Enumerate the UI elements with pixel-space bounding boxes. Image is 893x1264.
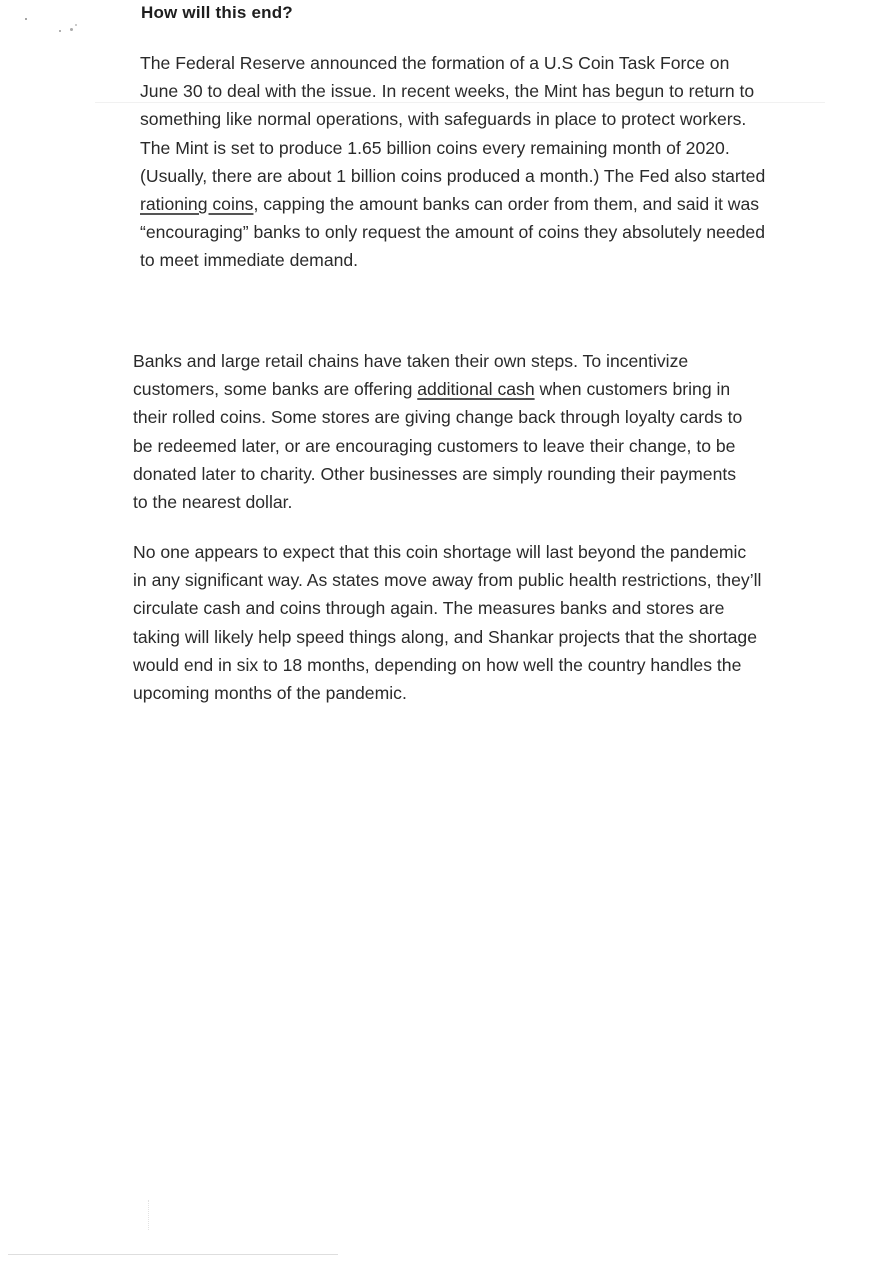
additional-cash-link[interactable]: additional cash xyxy=(417,379,535,400)
paragraph-task-force xyxy=(140,49,770,275)
paragraph-text: , capping the amount banks can order from them, and said it was “encouraging” banks to only request the amount of coins they absolutely needed to meet immediate demand. xyxy=(140,194,765,271)
paragraph-text: when customers bring in their rolled coins. Some stores are giving change back through loyalty cards to be redeemed later, or are encouraging customers to leave their change, to be donated later to charity. Other businesses are simply rounding their payments to the nearest dollar. xyxy=(133,379,743,513)
scan-artifact-mark xyxy=(148,1200,151,1230)
paragraph-text: The Federal Reserve announced the formation of a U.S Coin Task Force on June 30 to deal with the issue. In recent weeks, the Mint has begun to return to something like normal operations, with safeguards in place to protect workers. The Mint is set to produce 1.65 billion coins every remaining month of 2020. (Usually, there are about 1 billion coins produced a month.) The Fed also started xyxy=(140,53,766,186)
rationing-coins-link[interactable]: rationing coins xyxy=(140,194,254,215)
scan-speck xyxy=(59,30,61,32)
section-heading: How will this end? xyxy=(141,3,293,22)
scan-speck xyxy=(25,18,27,20)
paragraph-outlook: No one appears to expect that this coin shortage will last beyond the pandemic in any significant way. As states move away from public health restrictions, they’ll circulate cash and coins through again. The measures banks and stores are taking will likely help speed things along, and Shankar projects that the shortage would end in six to 18 months, depending on how well the country handles the upcoming months of the pandemic. xyxy=(133,542,762,704)
scan-speck xyxy=(75,24,77,26)
scan-speck xyxy=(70,28,73,31)
paragraph-banks-retail xyxy=(133,347,753,516)
scan-artifact-line xyxy=(8,1254,338,1255)
paragraph-text: Banks and large retail chains have taken their own steps. To incentivize customers, some banks are offering xyxy=(133,351,689,400)
